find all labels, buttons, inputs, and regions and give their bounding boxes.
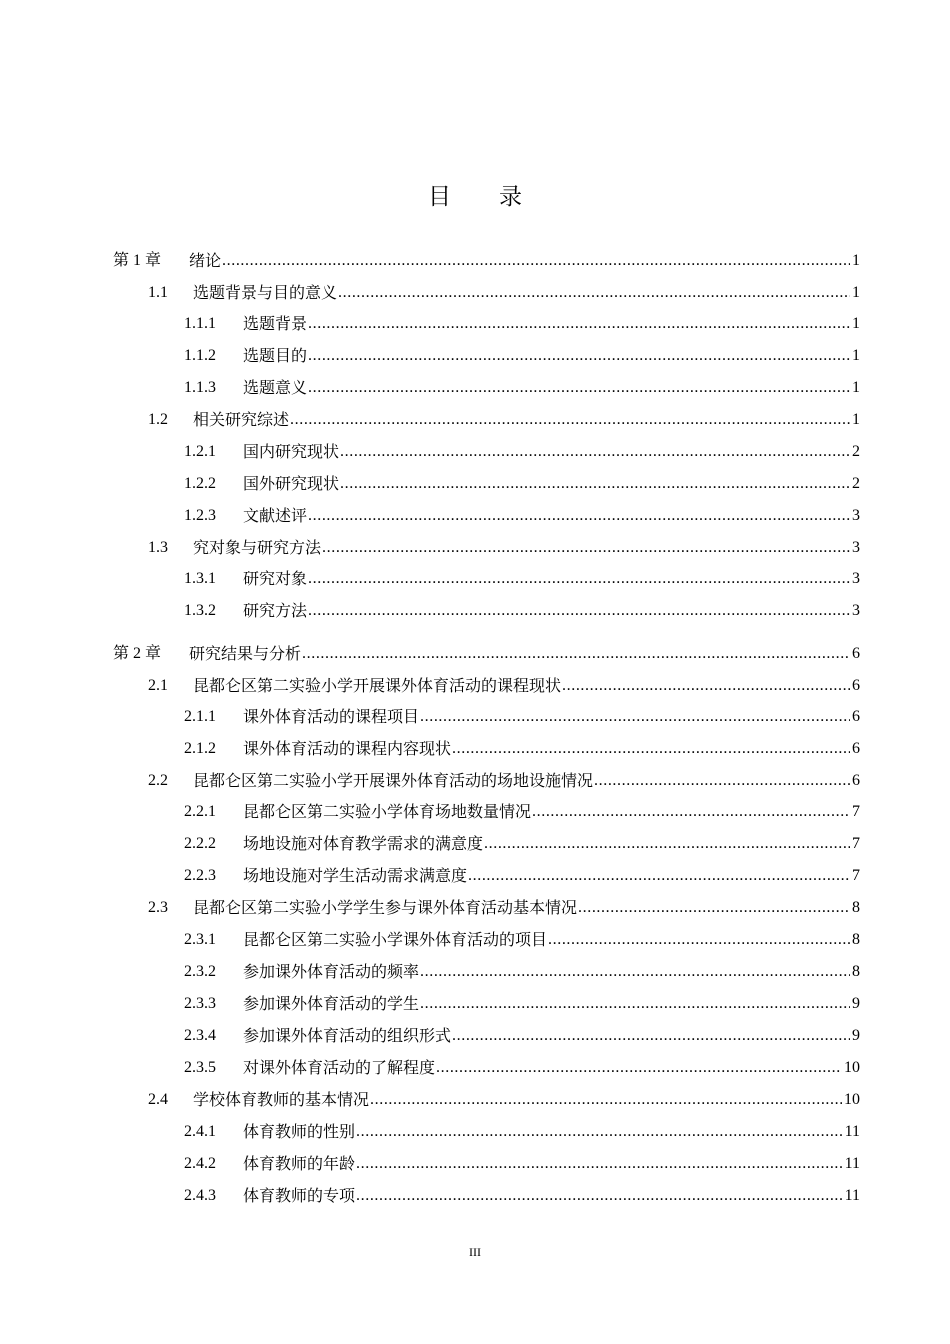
- toc-entry-number: 2.3: [148, 899, 168, 916]
- toc-entry-title: 绪论: [189, 251, 222, 270]
- toc-dot-leader: [420, 961, 850, 983]
- toc-entry-page: 3: [852, 539, 860, 556]
- toc-entry[interactable]: [184, 377, 860, 399]
- toc-dot-leader: [594, 770, 850, 792]
- toc-dot-leader: [452, 738, 850, 760]
- toc-entry-title: 对课外体育活动的了解程度: [243, 1058, 436, 1077]
- toc-dot-leader: [340, 473, 850, 495]
- toc-entry[interactable]: [148, 770, 860, 792]
- toc-entry-page: 3: [852, 507, 860, 524]
- toc-entry-title: 选题目的: [243, 346, 308, 365]
- toc-entry-number: 1.3.1: [184, 570, 216, 587]
- toc-entry[interactable]: [184, 1025, 860, 1047]
- toc-entry-title: 昆都仑区第二实验小学开展课外体育活动的场地设施情况: [193, 771, 594, 790]
- toc-entry-title: 体育教师的专项: [243, 1186, 356, 1205]
- toc-dot-leader: [420, 706, 850, 728]
- title-char-2: 录: [499, 184, 522, 210]
- toc-entry-title: 课外体育活动的课程项目: [243, 707, 420, 726]
- toc-entry-title: 体育教师的性别: [243, 1122, 356, 1141]
- toc-entry-number: 2.2.2: [184, 835, 216, 852]
- toc-dot-leader: [356, 1153, 843, 1175]
- toc-entry[interactable]: [184, 505, 860, 527]
- toc-entry[interactable]: [184, 738, 860, 760]
- toc-entry-number: 1.2.2: [184, 475, 216, 492]
- toc-entry-title: 课外体育活动的课程内容现状: [243, 739, 452, 758]
- toc-entry-title: 参加课外体育活动的组织形式: [243, 1026, 452, 1045]
- toc-entry[interactable]: [184, 473, 860, 495]
- toc-entry-number: 2.2.3: [184, 867, 216, 884]
- toc-entry[interactable]: [148, 897, 860, 919]
- toc-entry-number: 2.4.3: [184, 1187, 216, 1204]
- toc-entry-number: 2.2.1: [184, 803, 216, 820]
- toc-dot-leader: [338, 282, 850, 304]
- toc-entry-number: 2.3.3: [184, 995, 216, 1012]
- toc-entry-number: 2.4: [148, 1091, 168, 1108]
- toc-dot-leader: [562, 675, 850, 697]
- toc-entry[interactable]: [184, 568, 860, 590]
- toc-entry-page: 6: [852, 645, 860, 662]
- toc-entry-title: 体育教师的年龄: [243, 1154, 356, 1173]
- toc-entry-page: 1: [852, 347, 860, 364]
- toc-entry-number: 2.1: [148, 677, 168, 694]
- toc-entry-number: 1.1.3: [184, 379, 216, 396]
- toc-dot-leader: [468, 865, 850, 887]
- toc-entry-page: 10: [844, 1091, 860, 1108]
- toc-entry-page: 8: [852, 931, 860, 948]
- toc-dot-leader: [452, 1025, 850, 1047]
- toc-entry-title: 昆都仑区第二实验小学体育场地数量情况: [243, 802, 532, 821]
- toc-entry-page: 1: [852, 315, 860, 332]
- toc-entry-title: 昆都仑区第二实验小学课外体育活动的项目: [243, 930, 548, 949]
- toc-entry-number: 2.3.2: [184, 963, 216, 980]
- toc-entry-number: 1.2.3: [184, 507, 216, 524]
- toc-entry-page: 3: [852, 602, 860, 619]
- toc-entry-page: 2: [852, 443, 860, 460]
- toc-entry[interactable]: [184, 441, 860, 463]
- toc-dot-leader: [370, 1089, 842, 1111]
- toc-entry[interactable]: [184, 833, 860, 855]
- toc-entry[interactable]: [184, 929, 860, 951]
- toc-dot-leader: [308, 505, 850, 527]
- toc-entry-number: 1.3: [148, 539, 168, 556]
- toc-dot-leader: [302, 643, 850, 665]
- toc-entry[interactable]: [184, 961, 860, 983]
- toc-entry-title: 昆都仑区第二实验小学学生参与课外体育活动基本情况: [193, 898, 578, 917]
- toc-entry-number: 1.3.2: [184, 602, 216, 619]
- toc-entry[interactable]: [184, 600, 860, 622]
- toc-dot-leader: [356, 1121, 843, 1143]
- toc-entry-number: 2.4.1: [184, 1123, 216, 1140]
- toc-entry-page: 11: [844, 1123, 860, 1140]
- toc-entry-number: 2.1.1: [184, 708, 216, 725]
- toc-dot-leader: [222, 250, 850, 272]
- toc-entry[interactable]: [184, 1057, 860, 1079]
- toc-entry-page: 6: [852, 772, 860, 789]
- toc-entry-title: 参加课外体育活动的频率: [243, 962, 420, 981]
- toc-dot-leader: [436, 1057, 842, 1079]
- toc-entry[interactable]: [113, 643, 860, 665]
- toc-entry-page: 11: [844, 1155, 860, 1172]
- toc-entry[interactable]: [148, 282, 860, 304]
- toc-entry-page: 7: [852, 867, 860, 884]
- toc-entry-page: 6: [852, 708, 860, 725]
- toc-entry-number: 1.1.1: [184, 315, 216, 332]
- toc-dot-leader: [308, 345, 850, 367]
- toc-dot-leader: [420, 993, 850, 1015]
- toc-entry-title: 选题背景: [243, 314, 308, 333]
- toc-entry[interactable]: [184, 345, 860, 367]
- toc-entry-title: 场地设施对体育教学需求的满意度: [243, 834, 484, 853]
- toc-entry-page: 10: [844, 1059, 860, 1076]
- toc-entry[interactable]: [184, 706, 860, 728]
- toc-dot-leader: [322, 537, 850, 559]
- toc-dot-leader: [308, 313, 850, 335]
- toc-entry-number: 2.1.2: [184, 740, 216, 757]
- toc-entry-title: 相关研究综述: [193, 410, 290, 429]
- toc-entry[interactable]: [184, 1121, 860, 1143]
- toc-entry-page: 7: [852, 803, 860, 820]
- toc-entry-page: 9: [852, 995, 860, 1012]
- toc-dot-leader: [484, 833, 850, 855]
- toc-entry-number: 2.2: [148, 772, 168, 789]
- toc-entry-number: 第 2 章: [113, 645, 162, 662]
- toc-entry-page: 6: [852, 740, 860, 757]
- toc-entry-page: 9: [852, 1027, 860, 1044]
- toc-title: [0, 178, 950, 211]
- toc-entry-title: 国外研究现状: [243, 474, 340, 493]
- toc-entry-number: 2.4.2: [184, 1155, 216, 1172]
- toc-dot-leader: [340, 441, 850, 463]
- toc-entry-title: 研究对象: [243, 569, 308, 588]
- toc-entry-title: 选题背景与目的意义: [193, 283, 338, 302]
- toc-entry-number: 2.3.1: [184, 931, 216, 948]
- toc-dot-leader: [308, 600, 850, 622]
- toc-entry[interactable]: [184, 865, 860, 887]
- title-char-1: 目: [428, 184, 451, 210]
- toc-entry-title: 研究方法: [243, 601, 308, 620]
- toc-entry[interactable]: [148, 1089, 860, 1111]
- page-number-footer: III: [469, 1245, 481, 1259]
- toc-entry-page: 1: [852, 252, 860, 269]
- toc-entry[interactable]: [184, 313, 860, 335]
- toc-dot-leader: [308, 377, 850, 399]
- toc-entry[interactable]: [184, 1185, 860, 1207]
- toc-entry-page: 1: [852, 411, 860, 428]
- toc-entry-page: 3: [852, 570, 860, 587]
- toc-entry-number: 第 1 章: [113, 252, 162, 269]
- toc-dot-leader: [548, 929, 850, 951]
- toc-entry[interactable]: [113, 250, 860, 272]
- toc-entry-number: 1.1: [148, 284, 168, 301]
- toc-entry-page: 1: [852, 379, 860, 396]
- toc-entry-number: 2.3.5: [184, 1059, 216, 1076]
- toc-entry-title: 场地设施对学生活动需求满意度: [243, 866, 468, 885]
- toc-entry-page: 2: [852, 475, 860, 492]
- toc-entry-page: 8: [852, 963, 860, 980]
- toc-entry-number: 2.3.4: [184, 1027, 216, 1044]
- toc-entry[interactable]: [148, 537, 860, 559]
- toc-entry-title: 昆都仑区第二实验小学开展课外体育活动的课程现状: [193, 676, 562, 695]
- toc-entry[interactable]: [148, 409, 860, 431]
- toc-entry[interactable]: [148, 675, 860, 697]
- toc-dot-leader: [308, 568, 850, 590]
- toc-entry[interactable]: [184, 993, 860, 1015]
- toc-dot-leader: [532, 801, 850, 823]
- toc-entry-page: 6: [852, 677, 860, 694]
- toc-entry-title: 参加课外体育活动的学生: [243, 994, 420, 1013]
- toc-entry[interactable]: [184, 1153, 860, 1175]
- toc-dot-leader: [578, 897, 850, 919]
- toc-dot-leader: [356, 1185, 843, 1207]
- toc-entry-number: 1.2: [148, 411, 168, 428]
- toc-entry-title: 国内研究现状: [243, 442, 340, 461]
- toc-entry-page: 1: [852, 284, 860, 301]
- toc-entry-page: 8: [852, 899, 860, 916]
- toc-entry-page: 11: [844, 1187, 860, 1204]
- toc-entry-number: 1.2.1: [184, 443, 216, 460]
- toc-entry-title: 选题意义: [243, 378, 308, 397]
- toc-entry-title: 学校体育教师的基本情况: [193, 1090, 370, 1109]
- toc-entry-page: 7: [852, 835, 860, 852]
- toc-dot-leader: [290, 409, 850, 431]
- toc-entry[interactable]: [184, 801, 860, 823]
- toc-entry-number: 1.1.2: [184, 347, 216, 364]
- toc-entry-title: 究对象与研究方法: [193, 538, 322, 557]
- toc-entry-title: 研究结果与分析: [189, 644, 302, 663]
- toc-entry-title: 文献述评: [243, 506, 308, 525]
